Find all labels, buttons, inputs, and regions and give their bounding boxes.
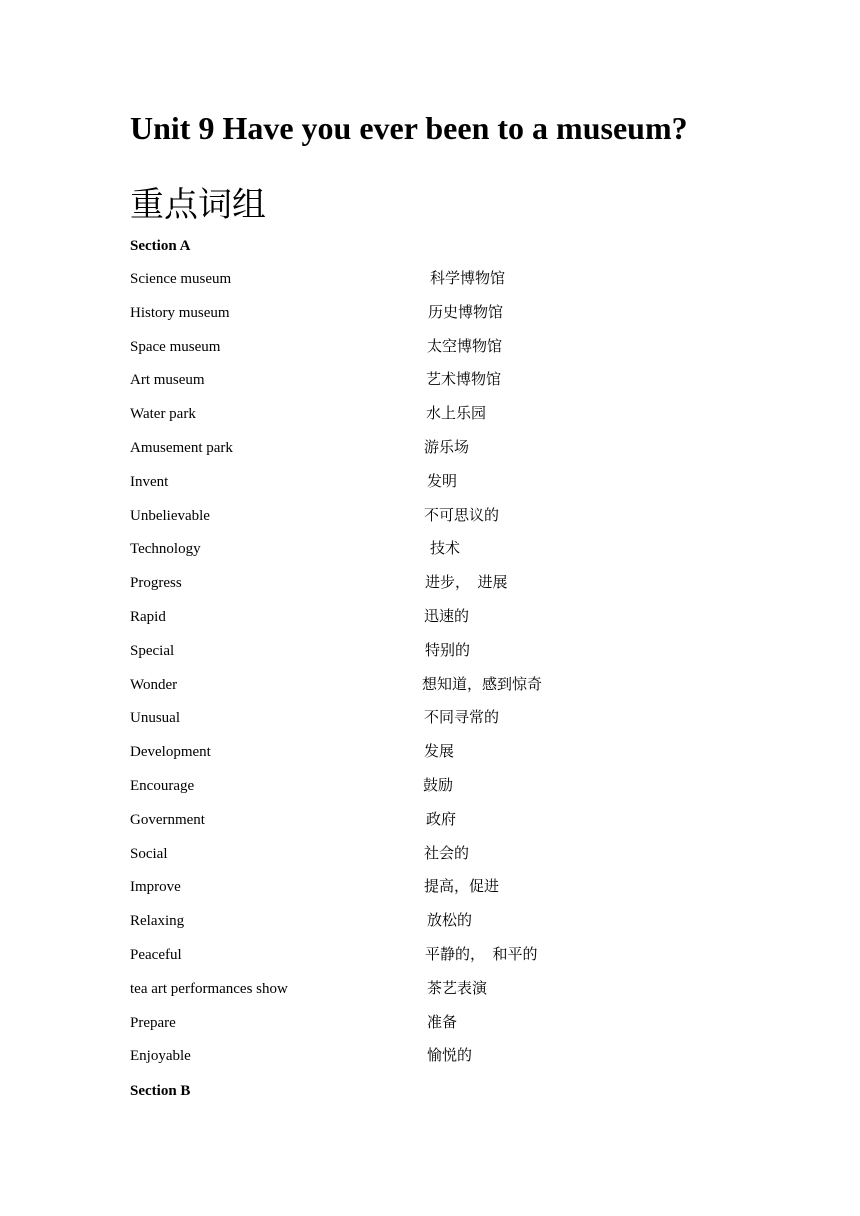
vocab-english: Development [130, 744, 211, 761]
vocab-chinese: 进步， 进展 [425, 575, 508, 592]
vocab-chinese: 水上乐园 [426, 406, 487, 423]
vocab-chinese: 科学博物馆 [430, 271, 506, 287]
vocab-chinese: 鼓励 [423, 778, 454, 794]
vocab-row [0, 471, 860, 493]
vocab-english: Technology [130, 541, 201, 558]
vocab-english: Amusement park [130, 440, 233, 456]
vocab-row [0, 674, 860, 696]
vocab-row [0, 268, 860, 290]
vocab-row [0, 572, 860, 594]
vocab-english: Government [130, 811, 205, 828]
vocab-chinese: 想知道，感到惊奇 [422, 676, 543, 693]
vocab-english: Invent [130, 473, 169, 490]
vocab-chinese: 迅速的 [424, 609, 470, 625]
key-phrases-heading: 重点词组 [130, 187, 266, 224]
vocab-row [0, 1012, 860, 1034]
vocab-row [0, 538, 860, 560]
vocab-row [0, 336, 860, 358]
vocab-row [0, 978, 860, 1000]
vocab-chinese: 平静的， 和平的 [425, 947, 538, 963]
vocab-chinese: 政府 [426, 811, 457, 828]
vocab-english: Progress [130, 575, 182, 592]
vocab-chinese: 艺术博物馆 [426, 372, 502, 389]
vocab-english: Space museum [130, 338, 221, 355]
vocab-english: Unusual [130, 710, 180, 727]
vocab-row [0, 640, 860, 662]
vocab-row [0, 775, 860, 797]
vocab-row [0, 505, 860, 527]
vocab-chinese: 发明 [427, 473, 458, 490]
vocab-row [0, 910, 860, 932]
vocab-row [0, 741, 860, 763]
vocab-english: Unbelievable [130, 507, 210, 524]
vocab-english: Improve [130, 879, 181, 896]
vocab-chinese: 发展 [424, 744, 455, 761]
vocab-row [0, 707, 860, 729]
vocab-english: Relaxing [130, 913, 185, 930]
vocab-row [0, 302, 860, 324]
vocab-row [0, 403, 860, 425]
vocab-chinese: 放松的 [427, 913, 473, 930]
vocab-chinese: 技术 [430, 541, 461, 558]
vocab-row [0, 437, 860, 459]
vocab-row [0, 809, 860, 831]
vocab-chinese: 不同寻常的 [424, 710, 500, 727]
vocab-row [0, 606, 860, 628]
vocab-chinese: 提高，促进 [424, 879, 500, 896]
vocab-english: tea art performances show [130, 980, 288, 997]
vocab-chinese: 特别的 [425, 642, 471, 659]
vocab-chinese: 社会的 [424, 845, 470, 862]
vocab-english: History museum [130, 304, 230, 321]
vocab-chinese: 准备 [427, 1014, 458, 1031]
vocab-chinese: 历史博物馆 [428, 304, 504, 321]
vocab-chinese: 游乐场 [424, 440, 470, 456]
vocab-chinese: 愉悦的 [427, 1048, 473, 1065]
vocab-row [0, 369, 860, 391]
vocab-english: Prepare [130, 1014, 176, 1031]
vocab-english: Peaceful [130, 947, 182, 963]
vocab-row [0, 1045, 860, 1067]
vocab-chinese: 不可思议的 [424, 507, 500, 524]
section-b-heading: Section B [130, 1083, 191, 1099]
vocab-chinese: 茶艺表演 [427, 980, 488, 997]
vocab-english: Encourage [130, 778, 195, 794]
vocab-row [0, 876, 860, 898]
vocab-row [0, 843, 860, 865]
vocab-row [0, 944, 860, 966]
section-a-heading: Section A [130, 238, 191, 254]
vocab-english: Enjoyable [130, 1048, 191, 1065]
vocab-english: Rapid [130, 609, 166, 625]
vocab-english: Science museum [130, 271, 232, 287]
vocab-english: Wonder [130, 676, 178, 693]
page-title: Unit 9 Have you ever been to a museum? [130, 110, 688, 146]
vocab-english: Special [130, 642, 175, 659]
vocab-english: Water park [130, 406, 196, 423]
vocab-english: Art museum [130, 372, 205, 389]
vocab-chinese: 太空博物馆 [427, 338, 503, 355]
vocab-english: Social [130, 845, 168, 862]
